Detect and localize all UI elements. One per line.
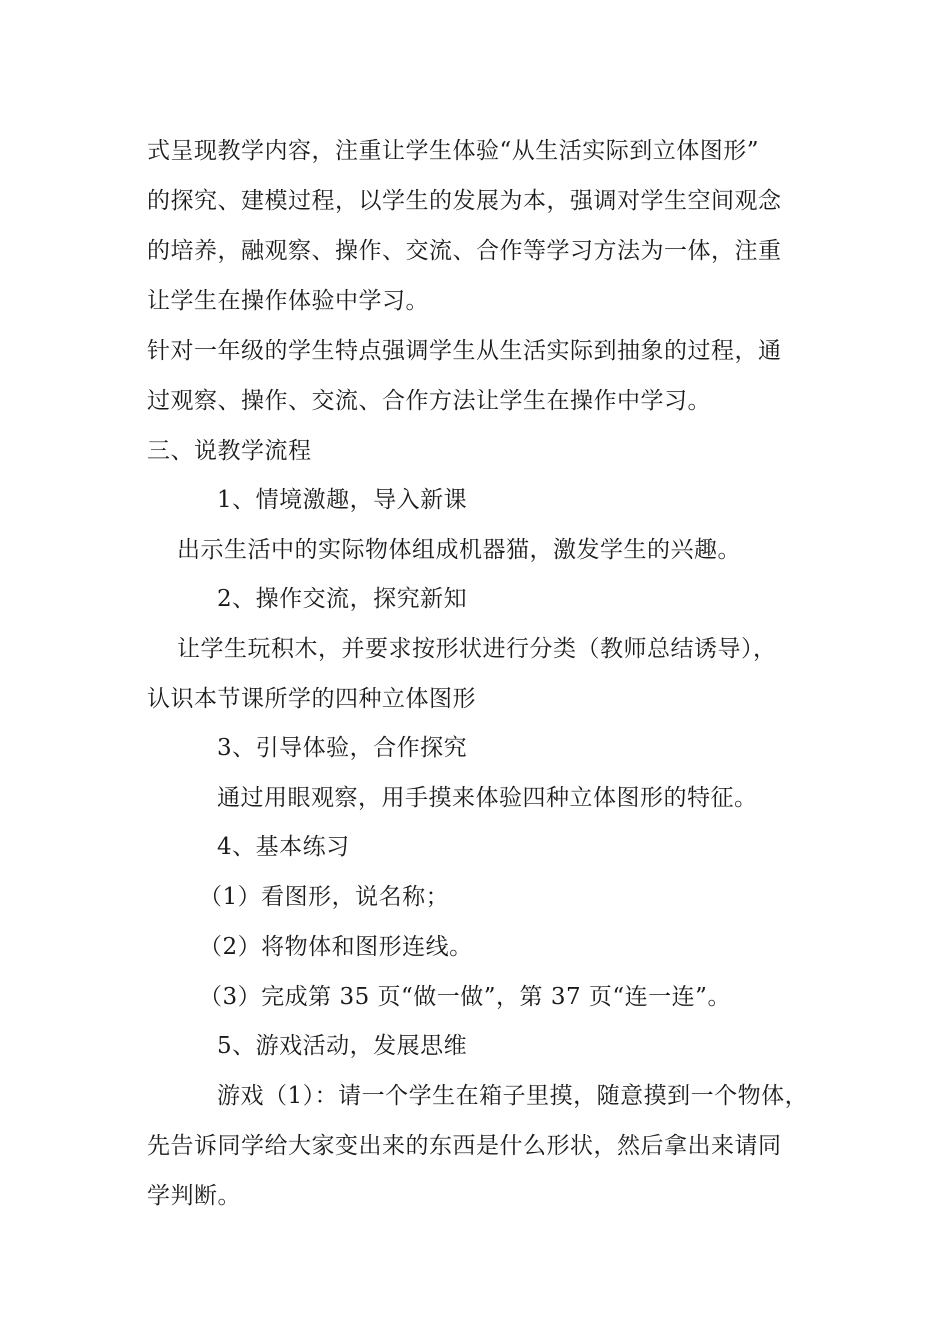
paragraph-line: 先告诉同学给大家变出来的东西是什么形状，然后拿出来请同 <box>147 1133 782 1159</box>
paragraph-line: 认识本节课所学的四种立体图形 <box>147 686 476 712</box>
section-heading: 三、说教学流程 <box>147 438 312 464</box>
list-item: （3）完成第 35 页“做一做”，第 37 页“连一连”。 <box>199 984 731 1010</box>
subsection-heading: 4、基本练习 <box>217 834 350 860</box>
subsection-heading: 3、引导体验，合作探究 <box>217 735 468 761</box>
paragraph-line: 过观察、操作、交流、合作方法让学生在操作中学习。 <box>147 388 711 414</box>
paragraph-line: 针对一年级的学生特点强调学生从生活实际到抽象的过程，通 <box>147 338 782 364</box>
list-item: （1）看图形，说名称； <box>199 884 450 910</box>
subsection-heading: 5、游戏活动，发展思维 <box>217 1033 468 1059</box>
paragraph-line: 式呈现教学内容，注重让学生体验“从生活实际到立体图形” <box>147 138 760 164</box>
subsection-heading: 1、情境激趣，导入新课 <box>217 487 468 513</box>
paragraph-line: 让学生玩积木，并要求按形状进行分类（教师总结诱导）， <box>177 636 777 662</box>
paragraph-line: 通过用眼观察，用手摸来体验四种立体图形的特征。 <box>217 785 758 811</box>
subsection-heading: 2、操作交流，探究新知 <box>217 586 468 612</box>
paragraph-line: 的探究、建模过程，以学生的发展为本，强调对学生空间观念 <box>147 188 782 214</box>
list-item: （2）将物体和图形连线。 <box>199 934 473 960</box>
paragraph-line: 让学生在操作体验中学习。 <box>147 288 429 314</box>
paragraph-line: 学判断。 <box>147 1183 241 1209</box>
paragraph-line: 游戏（1）：请一个学生在箱子里摸，随意摸到一个物体， <box>217 1083 809 1109</box>
paragraph-line: 出示生活中的实际物体组成机器猫，激发学生的兴趣。 <box>177 537 741 563</box>
paragraph-line: 的培养，融观察、操作、交流、合作等学习方法为一体，注重 <box>147 238 782 264</box>
